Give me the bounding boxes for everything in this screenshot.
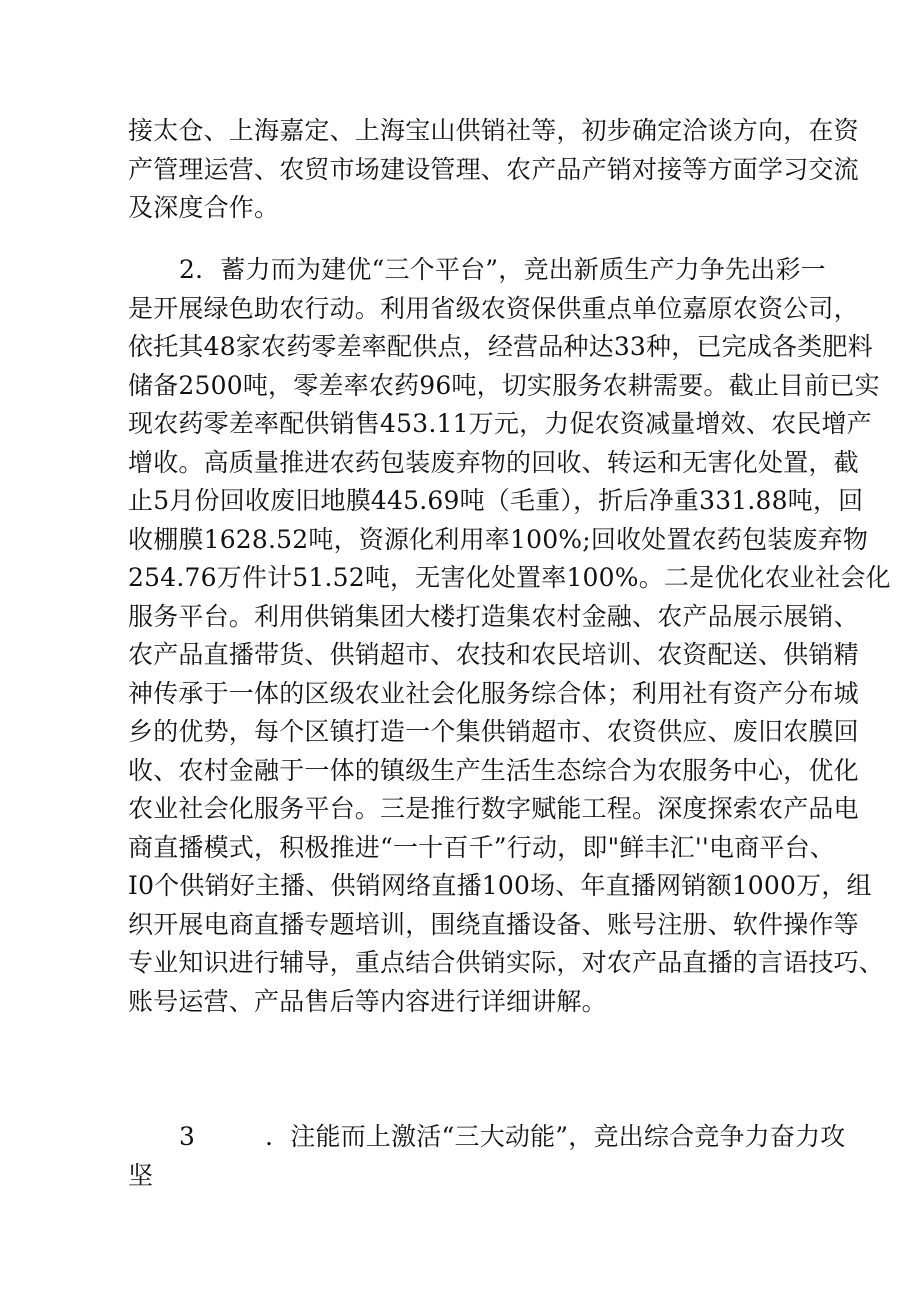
text-line: 产管理运营、农贸市场建设管理、农产品产销对接等方面学习交流	[128, 154, 859, 184]
text-line: I0个供销好主播、供销网络直播100场、年直播网销额1000万，组	[128, 871, 872, 900]
text-line: 收棚膜1628.52吨，资源化利用率100%;回收处置农药包装废弃物	[128, 524, 869, 554]
text-line: 现农药零差率配供销售453.11万元，力促农资减量增效、农民增产	[128, 409, 872, 438]
section-heading-line: 2．蓄力而为建优“三个平台”，竞出新质生产力争先出彩一	[179, 255, 826, 284]
text-line: 依托其48家农药零差率配供点，经营品种达33种，已完成各类肥料	[128, 332, 873, 361]
text-line: 账号运营、产品售后等内容进行详细讲解。	[128, 986, 607, 1016]
text-line: 农产品直播带货、供销超市、农技和农民培训、农资配送、供销精	[128, 640, 859, 669]
paragraph-continuation	[128, 112, 859, 228]
section-heading-text: ．注能而上激活“三大动能”，竞出综合竞争力奋力攻	[265, 1122, 846, 1151]
text-line: 神传承于一体的区级农业社会化服务综合体；利用社有资产分布城	[128, 678, 859, 708]
text-line: 增收。高质量推进农药包装废弃物的回收、转运和无害化处置，截	[128, 447, 859, 477]
text-line: 是开展绿色助农行动。利用省级农资保供重点单位嘉原农资公司，	[128, 293, 859, 323]
text-line: 织开展电商直播专题培训，围绕直播设备、账号注册、软件操作等	[128, 909, 859, 939]
text-line: 商直播模式，积极推进“一十百千”行动，即"鲜丰汇''电商平台、	[128, 832, 836, 862]
section-heading-line	[128, 1118, 846, 1157]
text-line: 农业社会化服务平台。三是推行数字赋能工程。深度探索农产品电	[128, 794, 859, 823]
text-line: 乡的优势，每个区镇打造一个集供销超市、农资供应、废旧农膜回	[128, 717, 859, 746]
text-line: 坚	[128, 1160, 154, 1190]
text-line: 服务平台。利用供销集团大楼打造集农村金融、农产品展示展销、	[128, 601, 859, 631]
text-line: 254.76万件计51.52吨，无害化处置率100%。二是优化农业社会化	[128, 563, 891, 592]
text-line: 专业知识进行辅导，重点结合供销实际，对农产品直播的言语技巧、	[128, 948, 885, 977]
section-3-heading	[128, 1118, 846, 1195]
section-2-paragraph	[128, 251, 891, 1021]
text-line: 接太仓、上海嘉定、上海宝山供销社等，初步确定洽谈方向，在资	[128, 116, 859, 145]
text-line: 收、农村金融于一体的镇级生产生活生态综合为农服务中心，优化	[128, 755, 859, 785]
text-line: 储备2500吨，零差率农药96吨，切实服务农耕需要。截止目前已实	[128, 370, 880, 400]
text-line: 止5月份回收废旧地膜445.69吨（毛重），折后净重331.88吨，回	[128, 486, 864, 515]
text-line: 及深度合作。	[128, 193, 280, 222]
section-number: 3	[179, 1122, 196, 1151]
